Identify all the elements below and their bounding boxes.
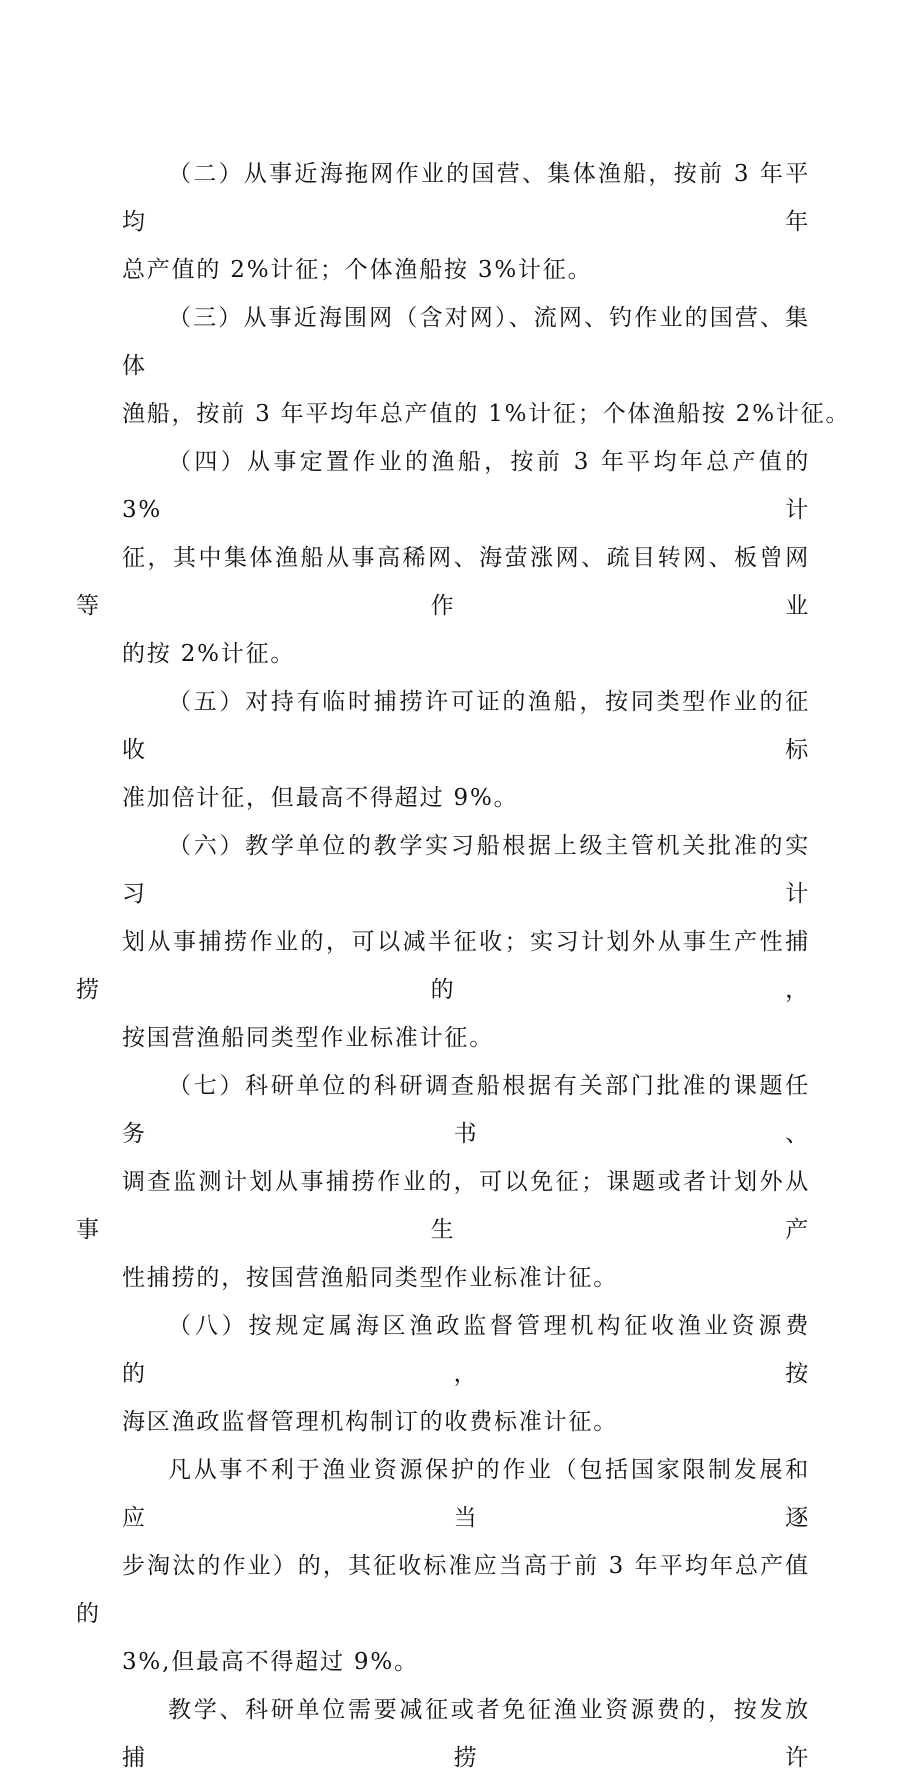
- paragraph-line: 渔船，按前 3 年平均年总产值的 1%计征；个体渔船按 2%计征。: [122, 401, 851, 427]
- paragraph-line: （四）从事定置作业的渔船，按前 3 年平均年总产值的 3%计: [122, 449, 810, 523]
- paragraph-line: （六）教学单位的教学实习船根据上级主管机关批准的实习计: [122, 833, 810, 907]
- paragraph-line: 凡从事不利于渔业资源保护的作业（包括国家限制发展和应当逐: [122, 1457, 810, 1531]
- paragraph-purse-seine: [122, 294, 851, 438]
- paragraph-line: （七）科研单位的科研调查船根据有关部门批准的课题任务书、: [122, 1073, 810, 1147]
- paragraph-fee-reduction: [122, 1686, 810, 1782]
- paragraph-line: 的按 2%计征。: [122, 641, 296, 667]
- paragraph-sea-area-authority: [122, 1302, 810, 1446]
- paragraph-research-vessel: [76, 1062, 810, 1302]
- paragraph-line: 海区渔政监督管理机构制订的收费标准计征。: [122, 1409, 618, 1435]
- paragraph-trawl-net: [122, 150, 810, 294]
- paragraph-line: 调查监测计划从事捕捞作业的，可以免征；课题或者计划外从事生产: [76, 1169, 810, 1243]
- paragraph-line: 步淘汰的作业）的，其征收标准应当高于前 3 年平均年总产值的: [76, 1553, 810, 1627]
- paragraph-line: （二）从事近海拖网作业的国营、集体渔船，按前 3 年平均年: [122, 161, 810, 235]
- paragraph-line: 准加倍计征，但最高不得超过 9%。: [122, 785, 519, 811]
- paragraph-temporary-permit: [122, 678, 810, 822]
- paragraph-line: （三）从事近海围网（含对网）、流网、钓作业的国营、集体: [122, 305, 810, 379]
- paragraph-line: 教学、科研单位需要减征或者免征渔业资源费的，按发放捕捞许: [122, 1697, 810, 1771]
- paragraph-line: 征，其中集体渔船从事高稀网、海萤涨网、疏目转网、板曾网等作业: [76, 545, 810, 619]
- paragraph-line: （八）按规定属海区渔政监督管理机构征收渔业资源费的，按: [122, 1313, 810, 1387]
- paragraph-set-net: [76, 438, 810, 678]
- paragraph-line: （五）对持有临时捕捞许可证的渔船，按同类型作业的征收标: [122, 689, 810, 763]
- paragraph-teaching-vessel: [76, 822, 810, 1062]
- paragraph-line: 总产值的 2%计征；个体渔船按 3%计征。: [122, 257, 593, 283]
- paragraph-line: 3%,但最高不得超过 9%。: [122, 1649, 419, 1675]
- paragraph-harmful-operations: [76, 1446, 810, 1686]
- paragraph-line: 按国营渔船同类型作业标准计征。: [122, 1025, 494, 1051]
- document-body: [76, 150, 851, 1782]
- paragraph-line: 性捕捞的，按国营渔船同类型作业标准计征。: [122, 1265, 618, 1291]
- paragraph-line: 划从事捕捞作业的，可以减半征收；实习计划外从事生产性捕捞的，: [76, 929, 810, 1003]
